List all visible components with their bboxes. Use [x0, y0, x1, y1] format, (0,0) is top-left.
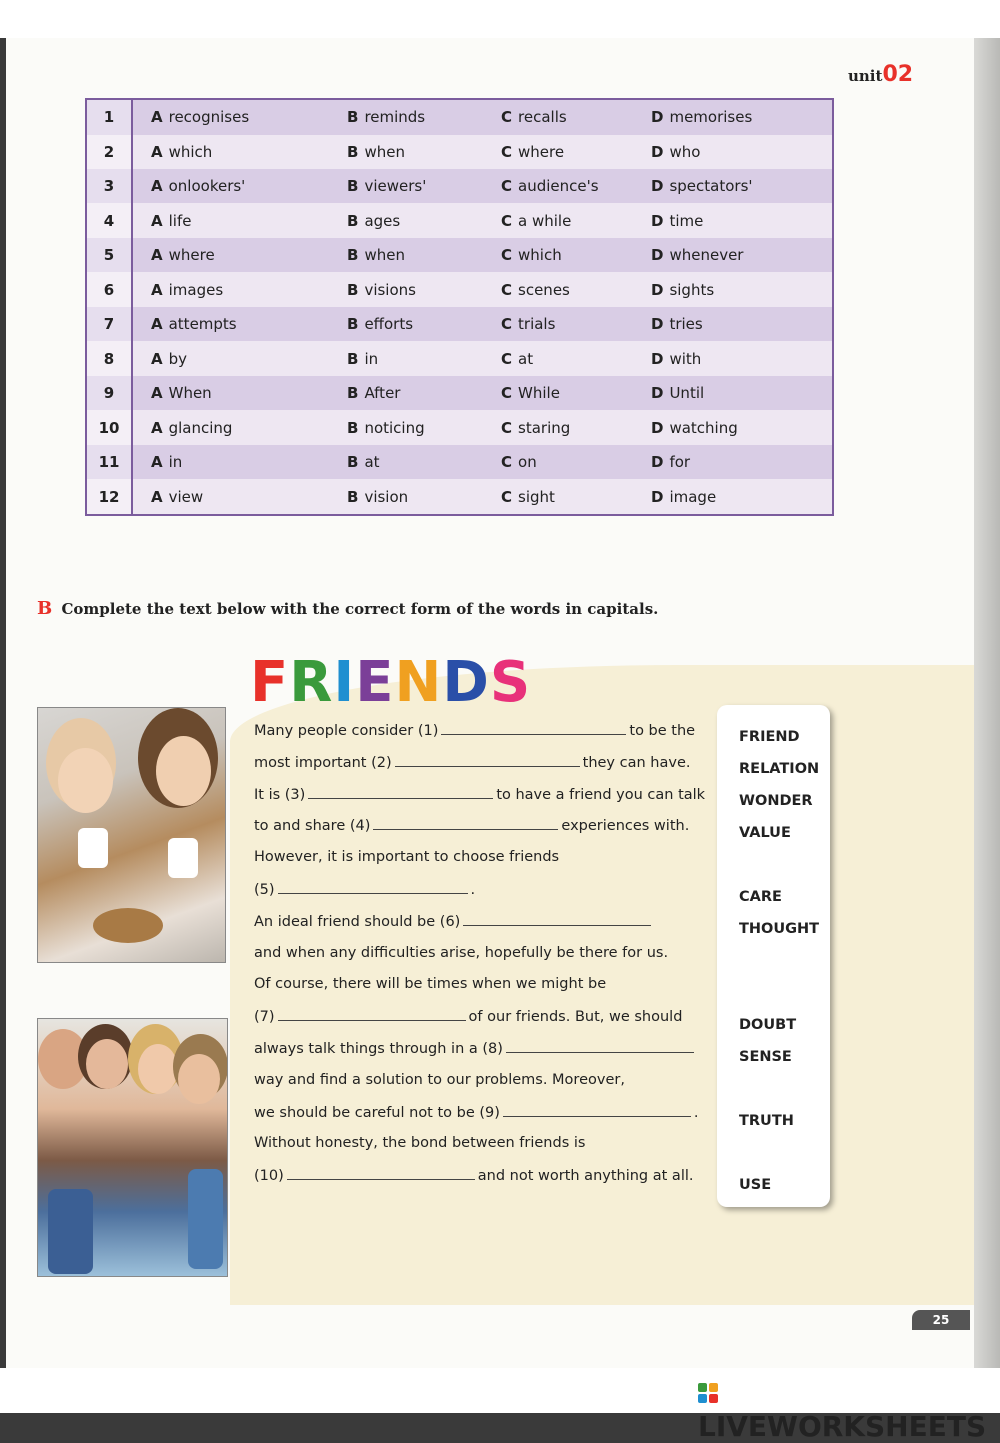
- photo-girls-drinking: [37, 707, 226, 963]
- article-line: [254, 881, 475, 898]
- question-number: 6: [86, 272, 132, 306]
- option-text: recognises: [168, 108, 250, 127]
- table-row: [86, 135, 833, 169]
- option-letter: D: [651, 177, 664, 196]
- title-letter: E: [355, 650, 395, 715]
- liveworksheets-logo[interactable]: [698, 1377, 1000, 1443]
- option-text: in: [168, 453, 183, 472]
- option-letter: D: [651, 453, 664, 472]
- option-text: onlookers': [168, 177, 246, 196]
- option-letter: A: [151, 315, 163, 334]
- option-c[interactable]: [501, 135, 651, 169]
- option-text: viewers': [364, 177, 427, 196]
- article-line: [254, 913, 654, 930]
- capital-word: TRUTH: [739, 1113, 794, 1129]
- title-letter: I: [333, 650, 356, 715]
- option-letter: B: [347, 246, 359, 265]
- option-d[interactable]: [651, 445, 833, 479]
- option-text: life: [168, 211, 192, 230]
- article-line: [254, 754, 690, 771]
- table-row: [86, 410, 833, 444]
- capital-word: CARE: [739, 889, 782, 905]
- photo-group-of-teens: [37, 1018, 228, 1277]
- option-text: staring: [518, 418, 571, 437]
- option-letter: B: [347, 280, 359, 299]
- option-d[interactable]: [651, 238, 833, 272]
- answer-blank[interactable]: [373, 817, 558, 830]
- line-text-end: of our friends. But, we should: [468, 1009, 683, 1026]
- line-text: An ideal friend should be (6): [254, 913, 461, 930]
- article-line: [254, 1135, 585, 1151]
- option-letter: B: [347, 418, 359, 437]
- option-text: when: [364, 142, 405, 161]
- option-b[interactable]: [347, 135, 501, 169]
- option-letter: C: [501, 453, 513, 472]
- liveworksheets-icon: [698, 1383, 720, 1407]
- option-letter: C: [501, 211, 513, 230]
- question-number: 12: [86, 479, 132, 515]
- capital-word: USE: [739, 1177, 772, 1193]
- option-letter: C: [501, 246, 513, 265]
- option-d[interactable]: [651, 410, 833, 444]
- option-letter: B: [347, 108, 359, 127]
- line-text-end: experiences with.: [561, 818, 690, 835]
- option-letter: B: [347, 177, 359, 196]
- word-box: [717, 705, 830, 1207]
- option-d[interactable]: [651, 479, 833, 515]
- top-margin: [0, 0, 1000, 38]
- option-a[interactable]: [132, 272, 347, 306]
- option-d[interactable]: [651, 307, 833, 341]
- option-b[interactable]: [347, 99, 501, 135]
- table-row: [86, 203, 833, 237]
- option-letter: B: [347, 384, 359, 403]
- option-letter: B: [347, 211, 359, 230]
- option-text: visions: [364, 280, 416, 299]
- title-letter: D: [442, 650, 490, 715]
- line-text: Many people consider (1): [254, 723, 439, 739]
- option-text: spectators': [669, 177, 753, 196]
- option-letter: C: [501, 108, 513, 127]
- option-c[interactable]: [501, 376, 651, 410]
- option-text: scenes: [518, 280, 570, 299]
- line-text: to and share (4): [254, 818, 371, 835]
- option-letter: C: [501, 177, 513, 196]
- option-letter: A: [151, 246, 163, 265]
- article-line: [254, 786, 705, 803]
- option-c[interactable]: [501, 272, 651, 306]
- article-line: [254, 1104, 699, 1121]
- line-text: However, it is important to choose friends: [254, 849, 560, 866]
- option-a[interactable]: [132, 99, 347, 135]
- article-line: [254, 1072, 625, 1088]
- option-text: sight: [518, 487, 555, 506]
- option-c[interactable]: [501, 307, 651, 341]
- option-b[interactable]: [347, 272, 501, 306]
- article-line: [254, 1008, 682, 1025]
- option-letter: C: [501, 315, 513, 334]
- option-letter: A: [151, 418, 163, 437]
- option-text: tries: [669, 315, 703, 334]
- line-text: (10): [254, 1168, 284, 1185]
- option-a[interactable]: [132, 376, 347, 410]
- option-letter: C: [501, 142, 513, 161]
- option-text: time: [669, 211, 704, 230]
- question-number: 5: [86, 238, 132, 272]
- option-text: image: [669, 487, 717, 506]
- line-text-end: .: [470, 882, 476, 898]
- option-letter: D: [651, 246, 664, 265]
- option-text: where: [168, 246, 215, 265]
- line-text: Of course, there will be times when we might be: [254, 976, 607, 993]
- option-text: memorises: [669, 108, 753, 127]
- option-letter: D: [651, 315, 664, 334]
- option-text: attempts: [168, 315, 237, 334]
- option-a[interactable]: [132, 203, 347, 237]
- option-text: on: [518, 453, 537, 472]
- table-row: [86, 307, 833, 341]
- option-c[interactable]: [501, 238, 651, 272]
- line-text: (7): [254, 1009, 275, 1026]
- option-letter: D: [651, 108, 664, 127]
- option-text: at: [364, 453, 380, 472]
- option-d[interactable]: [651, 169, 833, 203]
- option-letter: B: [347, 315, 359, 334]
- article-line: [254, 976, 606, 992]
- question-number: 3: [86, 169, 132, 203]
- option-b[interactable]: [347, 341, 501, 375]
- question-number: 1: [86, 99, 132, 135]
- option-text: by: [168, 349, 188, 368]
- option-b[interactable]: [347, 169, 501, 203]
- option-text: reminds: [364, 108, 426, 127]
- option-letter: B: [347, 142, 359, 161]
- line-text-end: .: [693, 1104, 699, 1121]
- option-c[interactable]: [501, 479, 651, 515]
- question-number: 4: [86, 203, 132, 237]
- article-line: [254, 817, 689, 834]
- option-text: trials: [518, 315, 556, 334]
- option-letter: B: [347, 487, 359, 506]
- option-letter: B: [347, 349, 359, 368]
- article-line: [254, 1167, 693, 1184]
- option-text: efforts: [364, 315, 414, 334]
- options-table: [85, 98, 834, 516]
- option-d[interactable]: [651, 99, 833, 135]
- option-text: noticing: [364, 418, 425, 437]
- line-text: always talk things through in a (8): [254, 1041, 503, 1057]
- article-line: [254, 945, 668, 961]
- option-letter: A: [151, 487, 163, 506]
- capital-word: WONDER: [739, 793, 813, 809]
- line-text-end: to be the: [629, 723, 696, 739]
- section-letter: B: [37, 598, 53, 619]
- answer-blank[interactable]: [278, 881, 468, 894]
- title-letter: F: [250, 650, 290, 715]
- option-text: a while: [518, 211, 572, 230]
- option-letter: D: [651, 418, 664, 437]
- capital-word: THOUGHT: [739, 921, 820, 937]
- table-row: [86, 169, 833, 203]
- option-c[interactable]: [501, 445, 651, 479]
- question-number: 2: [86, 135, 132, 169]
- option-letter: C: [501, 280, 513, 299]
- unit-label: [848, 62, 913, 87]
- unit-word: unit: [848, 67, 883, 85]
- option-text: which: [168, 142, 213, 161]
- option-letter: A: [151, 453, 163, 472]
- option-text: vision: [364, 487, 409, 506]
- article-line: [254, 849, 559, 865]
- option-letter: A: [151, 349, 163, 368]
- option-letter: D: [651, 349, 664, 368]
- option-letter: D: [651, 142, 664, 161]
- option-b[interactable]: [347, 445, 501, 479]
- option-a[interactable]: [132, 445, 347, 479]
- option-text: watching: [669, 418, 738, 437]
- option-text: After: [364, 384, 401, 403]
- option-d[interactable]: [651, 203, 833, 237]
- capital-word: VALUE: [739, 825, 791, 841]
- line-text: It is (3): [254, 786, 306, 803]
- question-number: 7: [86, 307, 132, 341]
- option-a[interactable]: [132, 135, 347, 169]
- line-text-end: they can have.: [582, 754, 691, 771]
- instruction-text: Complete the text below with the correct form of the words in capitals.: [61, 600, 659, 618]
- option-d[interactable]: [651, 341, 833, 375]
- table-row: [86, 272, 833, 306]
- option-letter: C: [501, 487, 513, 506]
- option-text: where: [518, 142, 565, 161]
- table-row: [86, 445, 833, 479]
- option-d[interactable]: [651, 376, 833, 410]
- option-c[interactable]: [501, 169, 651, 203]
- line-text: way and find a solution to our problems. Moreover,: [254, 1071, 625, 1088]
- option-text: which: [518, 246, 562, 265]
- page-edge-shadow: [974, 38, 1000, 1368]
- option-c[interactable]: [501, 410, 651, 444]
- answer-blank[interactable]: [278, 1008, 466, 1021]
- table-row: [86, 99, 833, 135]
- answer-blank[interactable]: [395, 754, 580, 767]
- option-text: While: [518, 384, 560, 403]
- line-text: most important (2): [254, 754, 392, 771]
- table-row: [86, 479, 833, 515]
- option-a[interactable]: [132, 410, 347, 444]
- option-c[interactable]: [501, 341, 651, 375]
- line-text: Without honesty, the bond between friends is: [254, 1135, 586, 1152]
- option-letter: D: [651, 384, 664, 403]
- answer-blank[interactable]: [506, 1040, 694, 1053]
- answer-blank[interactable]: [503, 1104, 691, 1117]
- line-text: and when any difficulties arise, hopefully be there for us.: [254, 944, 669, 961]
- option-text: at: [518, 349, 534, 368]
- option-letter: D: [651, 487, 664, 506]
- option-text: when: [364, 246, 405, 265]
- option-letter: D: [651, 211, 664, 230]
- option-a[interactable]: [132, 307, 347, 341]
- option-text: When: [168, 384, 212, 403]
- unit-number: 02: [882, 62, 914, 87]
- option-b[interactable]: [347, 410, 501, 444]
- table-row: [86, 376, 833, 410]
- option-a[interactable]: [132, 479, 347, 515]
- answer-blank[interactable]: [463, 913, 651, 926]
- option-text: audience's: [518, 177, 599, 196]
- answer-blank[interactable]: [308, 786, 493, 799]
- option-a[interactable]: [132, 238, 347, 272]
- option-text: glancing: [168, 418, 233, 437]
- table-row: [86, 341, 833, 375]
- option-text: recalls: [518, 108, 567, 127]
- line-text-end: and not worth anything at all.: [477, 1168, 694, 1185]
- option-text: in: [364, 349, 379, 368]
- question-number: 10: [86, 410, 132, 444]
- question-number: 9: [86, 376, 132, 410]
- option-text: images: [168, 280, 224, 299]
- option-letter: A: [151, 177, 163, 196]
- section-b-instruction: [37, 598, 658, 619]
- answer-blank[interactable]: [287, 1167, 475, 1180]
- line-text: we should be careful not to be (9): [254, 1104, 500, 1121]
- brand-text: LIVEWORKSHEETS: [698, 1410, 987, 1443]
- option-letter: D: [651, 280, 664, 299]
- option-letter: A: [151, 384, 163, 403]
- answer-blank[interactable]: [441, 722, 626, 735]
- article-title: [250, 650, 531, 715]
- article-line: [254, 1040, 697, 1057]
- option-letter: A: [151, 211, 163, 230]
- option-letter: C: [501, 418, 513, 437]
- option-d[interactable]: [651, 135, 833, 169]
- option-text: for: [669, 453, 691, 472]
- option-a[interactable]: [132, 169, 347, 203]
- option-letter: A: [151, 280, 163, 299]
- option-text: with: [669, 349, 702, 368]
- capital-word: FRIEND: [739, 729, 800, 745]
- capital-word: DOUBT: [739, 1017, 797, 1033]
- option-text: who: [669, 142, 701, 161]
- option-c[interactable]: [501, 203, 651, 237]
- line-text-end: to have a friend you can talk: [496, 786, 706, 803]
- option-letter: B: [347, 453, 359, 472]
- option-b[interactable]: [347, 376, 501, 410]
- title-letter: S: [489, 650, 532, 715]
- table-row: [86, 238, 833, 272]
- option-text: Until: [669, 384, 705, 403]
- capital-word: RELATION: [739, 761, 820, 777]
- question-number: 8: [86, 341, 132, 375]
- line-text: (5): [254, 882, 275, 898]
- title-letter: R: [289, 650, 334, 715]
- option-d[interactable]: [651, 272, 833, 306]
- option-c[interactable]: [501, 99, 651, 135]
- option-text: whenever: [669, 246, 744, 265]
- option-text: ages: [364, 211, 401, 230]
- option-letter: C: [501, 349, 513, 368]
- option-text: sights: [669, 280, 715, 299]
- article-line: [254, 722, 695, 739]
- title-letter: N: [394, 650, 443, 715]
- question-number: 11: [86, 445, 132, 479]
- option-text: view: [168, 487, 204, 506]
- option-b[interactable]: [347, 238, 501, 272]
- option-b[interactable]: [347, 479, 501, 515]
- page-number: 25: [912, 1310, 970, 1330]
- capital-word: SENSE: [739, 1049, 792, 1065]
- option-letter: A: [151, 108, 163, 127]
- option-b[interactable]: [347, 307, 501, 341]
- option-letter: A: [151, 142, 163, 161]
- option-letter: C: [501, 384, 513, 403]
- option-b[interactable]: [347, 203, 501, 237]
- option-a[interactable]: [132, 341, 347, 375]
